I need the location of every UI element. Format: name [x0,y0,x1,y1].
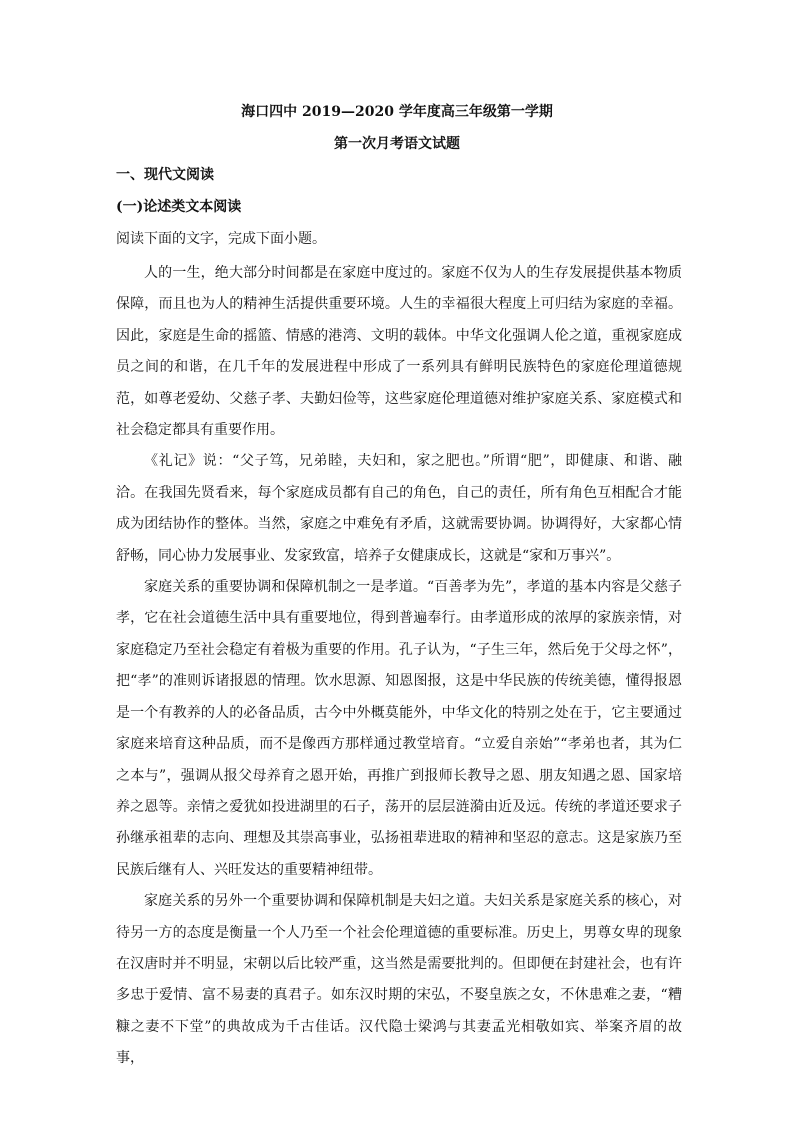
document-subtitle: 第一次月考语文试题 [334,136,460,152]
subsection-heading: (一)论述类文本阅读 [116,199,242,215]
paragraph-2: 《礼记》说：“父子笃，兄弟睦，夫妇和，家之肥也。”所谓“肥”，即健康、和谐、融洽。在我国先贤看来，每个家庭成员都有自己的角色，自己的责任，所有角色互相配合才能成为团结协作的整体。当然，家庭之中难免有矛盾，这就需要协调。协调得好，大家都心情舒畅，同心协力发展事业、发家致富，培养子女健康成长，这就是“家和万事兴”。 [116,453,682,564]
paragraph-4: 家庭关系的另外一个重要协调和保障机制是夫妇之道。夫妇关系是家庭关系的核心，对待另一方的态度是衡量一个人乃至一个社会伦理道德的重要标准。历史上，男尊女卑的现象在汉唐时并不明显，宋朝以后比较严重，这当然是需要批判的。但即便在封建社会，也有许多忠于爱情、富不易妻的真君子。如东汉时期的宋弘，不娶皇族之女，不休患难之妻，“糟糠之妻不下堂”的典故成为千古佳话。汉代隐士梁鸿与其妻孟光相敬如宾、举案齐眉的故事， [116,893,682,1067]
section-heading: 一、现代文阅读 [116,167,214,183]
passage-body [116,258,682,1075]
paragraph-1: 人的一生，绝大部分时间都是在家庭中度过的。家庭不仅为人的生存发展提供基本物质保障，而且也为人的精神生活提供重要环境。人生的幸福很大程度上可归结为家庭的幸福。因此，家庭是生命的摇篮、情感的港湾、文明的载体。中华文化强调人伦之道，重视家庭成员之间的和谐，在几千年的发展进程中形成了一系列具有鲜明民族特色的家庭伦理道德规范，如尊老爱幼、父慈子孝、夫勤妇俭等，这些家庭伦理道德对维护家庭关系、家庭模式和社会稳定都具有重要作用。 [116,265,682,439]
reading-instruction: 阅读下面的文字，完成下面小题。 [116,231,326,247]
document-title: 海口四中 2019—2020 学年度高三年级第一学期 [241,104,553,120]
paragraph-3: 家庭关系的重要协调和保障机制之一是孝道。“百善孝为先”，孝道的基本内容是父慈子孝，它在社会道德生活中具有重要地位，得到普遍奉行。由孝道形成的浓厚的家族亲情，对家庭稳定乃至社会稳定有着极为重要的作用。孔子认为，“子生三年，然后免于父母之怀”，把“孝”的准则诉诸报恩的情理。饮水思源、知恩图报，这是中华民族的传统美德，懂得报恩是一个有教养的人的必备品质，古今中外概莫能外，中华文化的特别之处在于，它主要通过家庭来培育这种品质，而不是像西方那样通过教堂培育。“立爱自亲始”“孝弟也者，其为仁之本与”，强调从报父母养育之恩开始，再推广到报师长教导之恩、朋友知遇之恩、国家培养之恩等。亲情之爱犹如投进湖里的石子，荡开的层层涟漪由近及远。传统的孝道还要求子孙继承祖辈的志向、理想及其崇高事业，弘扬祖辈进取的精神和坚忍的意志。这是家族乃至民族后继有人、兴旺发达的重要精神纽带。 [116,579,682,878]
